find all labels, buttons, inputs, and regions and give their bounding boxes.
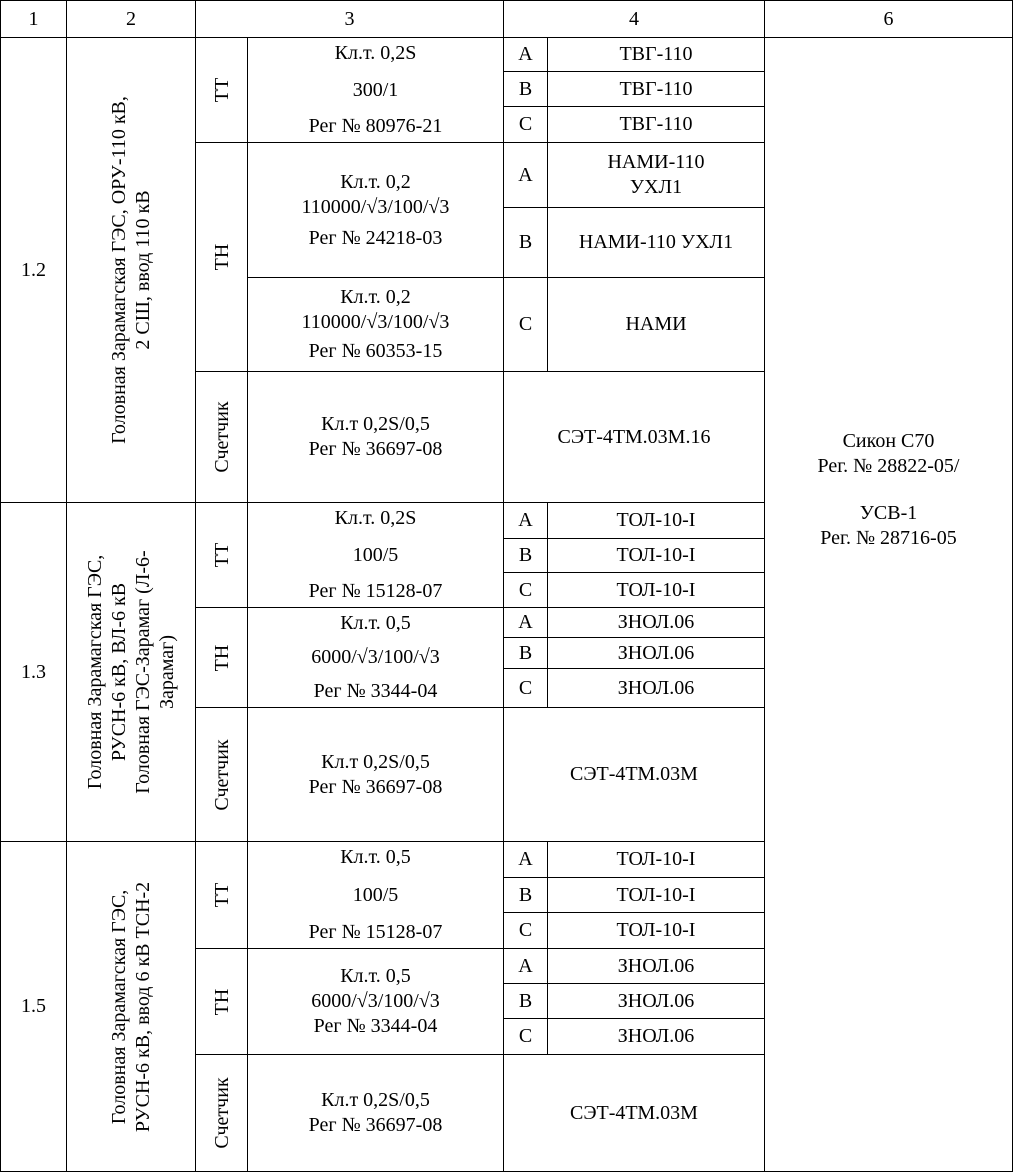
phase-a: А [503, 37, 548, 72]
tn-spec: Кл.т. 0,5 6000/√3/100/√3 Рег № 3344-04 [247, 607, 504, 708]
tn-spec: Кл.т. 0,5 6000/√3/100/√3 Рег № 3344-04 [247, 948, 504, 1055]
section-name: Головная Зарамагская ГЭС, ОРУ-110 кВ, 2 СШ, ввод 110 кВ [66, 37, 196, 503]
counter-spec: Кл.т 0,2S/0,5 Рег № 36697-08 [247, 1054, 504, 1172]
counter-type: СЭТ-4ТМ.03М.16 [503, 371, 765, 503]
tn-type-a: НАМИ-110 УХЛ1 [547, 142, 765, 208]
section-number: 1.2 [0, 37, 67, 503]
phase-a: А [503, 607, 548, 638]
tn-type-b: ЗНОЛ.06 [547, 637, 765, 669]
phase-c: С [503, 106, 548, 143]
tn-type-c: ЗНОЛ.06 [547, 668, 765, 708]
tn-label: ТН [195, 948, 248, 1055]
phase-b: В [503, 538, 548, 573]
counter-label: Счетчик [195, 707, 248, 842]
header-col-2: 2 [66, 0, 196, 38]
phase-c: С [503, 912, 548, 949]
tt-type-b: ТОЛ-10-I [547, 538, 765, 573]
tt-type-c: ТОЛ-10-I [547, 572, 765, 608]
section-name: Головная Зарамагская ГЭС, РУСН-6 кВ, ввод 6 кВ ТСН-2 [66, 841, 196, 1172]
tn-type-a: ЗНОЛ.06 [547, 607, 765, 638]
phase-c: С [503, 277, 548, 372]
header-col-6: 6 [764, 0, 1013, 38]
tn-type-a: ЗНОЛ.06 [547, 948, 765, 984]
data-server-info: Сикон С70 Рег. № 28822-05/ УСВ-1 Рег. № 28716-05 [764, 37, 1013, 1172]
tn-type-c: НАМИ [547, 277, 765, 372]
counter-label: Счетчик [195, 371, 248, 503]
phase-a: А [503, 142, 548, 208]
phase-c: С [503, 572, 548, 608]
tn-type-c: ЗНОЛ.06 [547, 1018, 765, 1055]
header-col-3: 3 [195, 0, 504, 38]
counter-label: Счетчик [195, 1054, 248, 1172]
tn-type-b: НАМИ-110 УХЛ1 [547, 207, 765, 278]
tn-spec-2: Кл.т. 0,2 110000/√3/100/√3 Рег № 60353-15 [247, 277, 504, 372]
phase-b: В [503, 877, 548, 913]
tt-type-b: ТОЛ-10-I [547, 877, 765, 913]
phase-b: В [503, 637, 548, 669]
section-number: 1.5 [0, 841, 67, 1172]
tt-type-a: ТОЛ-10-I [547, 841, 765, 878]
phase-a: А [503, 948, 548, 984]
phase-b: В [503, 983, 548, 1019]
section-number: 1.3 [0, 502, 67, 842]
tt-spec: Кл.т. 0,5 100/5 Рег № 15128-07 [247, 841, 504, 949]
tt-type-b: ТВГ-110 [547, 71, 765, 107]
tt-type-a: ТОЛ-10-I [547, 502, 765, 539]
tt-spec: Кл.т. 0,2S 300/1 Рег № 80976-21 [247, 37, 504, 143]
counter-spec: Кл.т 0,2S/0,5 Рег № 36697-08 [247, 371, 504, 503]
phase-c: С [503, 668, 548, 708]
tt-label: ТТ [195, 502, 248, 608]
counter-type: СЭТ-4ТМ.03М [503, 707, 765, 842]
phase-b: В [503, 207, 548, 278]
header-col-1: 1 [0, 0, 67, 38]
tn-label: ТН [195, 607, 248, 708]
tt-spec: Кл.т. 0,2S 100/5 Рег № 15128-07 [247, 502, 504, 608]
phase-a: А [503, 502, 548, 539]
tt-type-c: ТОЛ-10-I [547, 912, 765, 949]
tn-spec-1: Кл.т. 0,2 110000/√3/100/√3 Рег № 24218-03 [247, 142, 504, 278]
phase-c: С [503, 1018, 548, 1055]
section-name: Головная Зарамагская ГЭС, РУСН-6 кВ, ВЛ-6 кВ Головная ГЭС-Зарамаг (Л-6- Зарамаг) [66, 502, 196, 842]
phase-b: В [503, 71, 548, 107]
header-col-4: 4 [503, 0, 765, 38]
counter-spec: Кл.т 0,2S/0,5 Рег № 36697-08 [247, 707, 504, 842]
counter-type: СЭТ-4ТМ.03М [503, 1054, 765, 1172]
phase-a: А [503, 841, 548, 878]
tn-label: ТН [195, 142, 248, 372]
tt-type-c: ТВГ-110 [547, 106, 765, 143]
tt-label: ТТ [195, 841, 248, 949]
tt-type-a: ТВГ-110 [547, 37, 765, 72]
tn-type-b: ЗНОЛ.06 [547, 983, 765, 1019]
tt-label: ТТ [195, 37, 248, 143]
